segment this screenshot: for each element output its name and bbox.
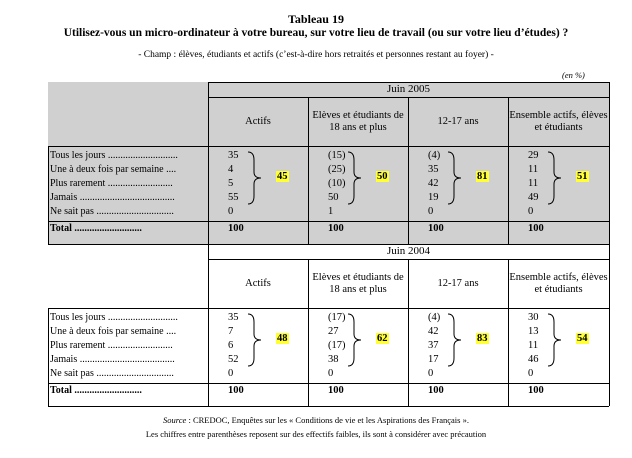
total-cell: 100	[428, 385, 444, 396]
table-cell: 4	[228, 164, 234, 175]
unit-label: (en %)	[562, 70, 585, 80]
total-cell: 100	[228, 385, 244, 396]
table-cell: (15)	[328, 150, 346, 161]
table-cell: 38	[328, 354, 339, 365]
row-label: Plus rarement ..........................	[50, 178, 173, 189]
table-cell: (17)	[328, 312, 346, 323]
table-cell: 50	[328, 192, 339, 203]
table-cell: 27	[328, 326, 339, 337]
row-label: Tous les jours ............................	[50, 150, 178, 161]
table-cell: 17	[428, 354, 439, 365]
table-cell: 30	[528, 312, 539, 323]
col-header-12-17: 12-17 ans	[437, 116, 479, 127]
table-cell: 37	[428, 340, 439, 351]
table-cell: 29	[528, 150, 539, 161]
table-cell: 5	[228, 178, 234, 189]
panel-2004	[48, 244, 609, 406]
table-cell: (25)	[328, 164, 346, 175]
col-header-actifs: Actifs	[245, 116, 271, 127]
row-label: Tous les jours ............................	[50, 312, 178, 323]
row-label: Plus rarement ..........................	[50, 340, 173, 351]
subtotal-highlight: 45	[277, 171, 288, 182]
brace-icon	[246, 312, 264, 368]
row-label: Ne sait pas ...............................	[50, 368, 174, 379]
table-cell: 55	[228, 192, 239, 203]
total-label: Total ...........................	[50, 385, 142, 396]
row-label: Une à deux fois par semaine ....	[50, 164, 177, 175]
table-cell: 52	[228, 354, 239, 365]
col-header-etudiants: Elèves et étudiants de 18 ans et plus	[312, 272, 404, 295]
brace-icon	[546, 312, 564, 368]
total-cell: 100	[528, 223, 544, 234]
table-cell: 35	[228, 150, 239, 161]
table-cell: 35	[228, 312, 239, 323]
brace-icon	[346, 312, 364, 368]
table-cell: 11	[528, 178, 539, 189]
table-cell: 19	[428, 192, 439, 203]
col-header-12-17: 12-17 ans	[437, 278, 479, 289]
subtotal-highlight: 51	[577, 171, 588, 182]
col-header-ensemble: Ensemble actifs, élèves et étudiants	[509, 110, 608, 133]
table-cell: 0	[228, 206, 234, 217]
table-cell: 11	[528, 164, 539, 175]
table-cell: 0	[228, 368, 234, 379]
total-cell: 100	[328, 223, 344, 234]
table-cell: 0	[528, 368, 534, 379]
subtotal-highlight: 62	[377, 333, 388, 344]
year-header: Juin 2005	[386, 83, 431, 95]
row-label: Ne sait pas ...............................	[50, 206, 174, 217]
table-cell: 0	[528, 206, 534, 217]
table-cell: 49	[528, 192, 539, 203]
table-scope: - Champ : élèves, étudiants et actifs (c’est-à-dire hors retraités et personnes restant au foyer) -	[138, 50, 494, 60]
total-cell: 100	[228, 223, 244, 234]
subtotal-highlight: 83	[477, 333, 488, 344]
brace-icon	[446, 312, 464, 368]
col-header-ensemble: Ensemble actifs, élèves et étudiants	[509, 272, 608, 295]
table-cell: 6	[228, 340, 234, 351]
table-cell: 7	[228, 326, 234, 337]
table-cell: 35	[428, 164, 439, 175]
table-cell: 42	[428, 178, 439, 189]
table-cell: 42	[428, 326, 439, 337]
row-label: Jamais ......................................	[50, 192, 175, 203]
brace-icon	[546, 150, 564, 206]
subtotal-highlight: 81	[477, 171, 488, 182]
table-cell: 13	[528, 326, 539, 337]
subtotal-highlight: 54	[577, 333, 588, 344]
table-cell: (4)	[428, 150, 441, 161]
footnote: Les chiffres entre parenthèses reposent sur des effectifs faibles, ils sont à considérer avec précaution	[145, 429, 487, 439]
table-cell: 11	[528, 340, 539, 351]
year-header: Juin 2004	[386, 245, 431, 257]
total-cell: 100	[428, 223, 444, 234]
table-cell: (4)	[428, 312, 441, 323]
source-line: Source : CREDOC, Enquêtes sur les « Conditions de vie et les Aspirations des Français ».	[163, 415, 469, 425]
brace-icon	[246, 150, 264, 206]
table-cell: (10)	[328, 178, 346, 189]
total-cell: 100	[528, 385, 544, 396]
row-label: Une à deux fois par semaine ....	[50, 326, 177, 337]
table-cell: 46	[528, 354, 539, 365]
panel-2005	[48, 82, 609, 244]
table-cell: 1	[328, 206, 334, 217]
total-label: Total ...........................	[50, 223, 142, 234]
brace-icon	[346, 150, 364, 206]
subtotal-highlight: 48	[277, 333, 288, 344]
col-header-actifs: Actifs	[245, 278, 271, 289]
table-title: Tableau 19	[288, 12, 344, 26]
table-cell: 0	[328, 368, 334, 379]
table-question: Utilisez-vous un micro-ordinateur à votre bureau, sur votre lieu de travail (ou sur votre lieu d’études) ?	[63, 27, 569, 39]
subtotal-highlight: 50	[377, 171, 388, 182]
brace-icon	[446, 150, 464, 206]
table-cell: (17)	[328, 340, 346, 351]
total-cell: 100	[328, 385, 344, 396]
col-header-etudiants: Elèves et étudiants de 18 ans et plus	[312, 110, 404, 133]
table-cell: 0	[428, 368, 434, 379]
row-label: Jamais ......................................	[50, 354, 175, 365]
table-cell: 0	[428, 206, 434, 217]
